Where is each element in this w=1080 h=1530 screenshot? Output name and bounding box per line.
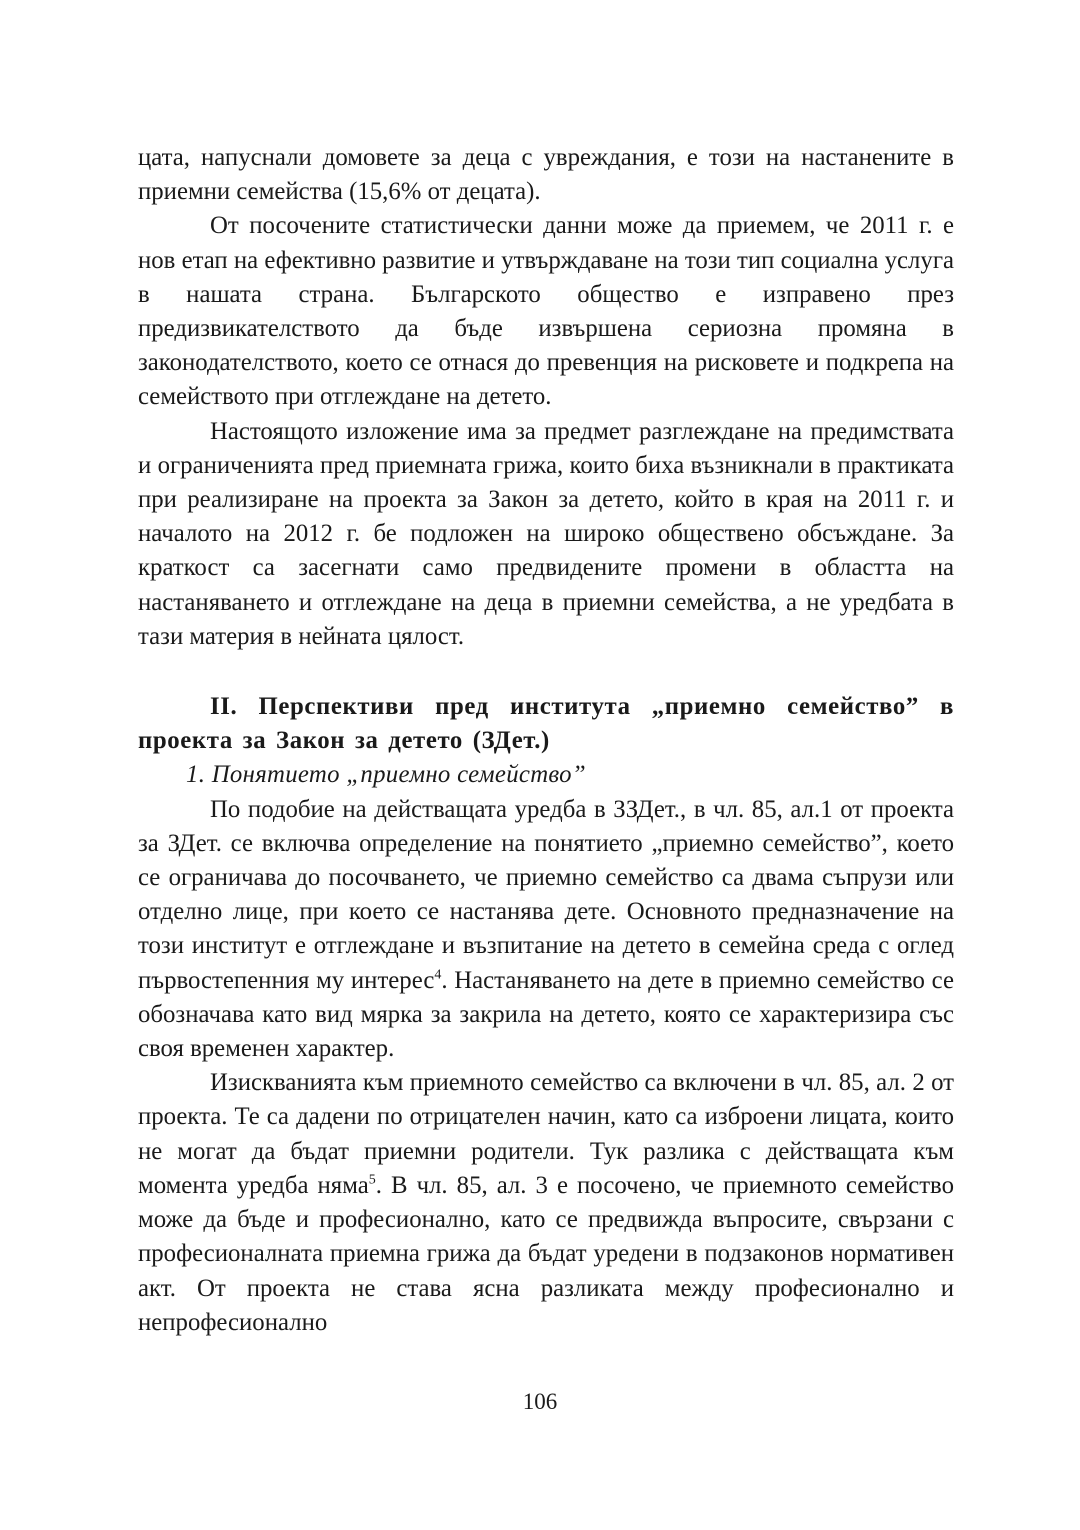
paragraph-continued: цата, напуснали домовете за деца с увреждания, е този на настанените в приемни семейства (15,6% от децата).	[138, 144, 954, 206]
body-text	[138, 141, 954, 1340]
section-heading: II. Перспективи пред института „приемно семейство” в проекта за Закон за детето (ЗДет.)	[138, 693, 954, 755]
paragraph-requirements	[138, 1066, 954, 1340]
paragraph-definition	[138, 793, 954, 1067]
paragraph-definition-text: По подобие на действащата уредба в ЗЗДет., в чл. 85, ал.1 от проекта за ЗДет. се включва определение на понятието „приемно семейство”, което се ограничава до посочването, че приемно семейство са двама съпрузи или отделно лице, при което се настанява дете. Основното предназначение на този институт е отглеждане и възпитание на детето в семейна среда с оглед първостепенния му интерес	[138, 795, 954, 994]
paragraph-definition-text-end: . Настаняването на дете в приемно семейство се обозначава като вид мярка за закрила на детето, която се характеризира със своя временен характер.	[138, 966, 954, 1063]
footnote-marker-4: 4	[434, 967, 442, 983]
footnote-marker-5: 5	[368, 1172, 376, 1188]
paragraph-statistics: От посочените статистически данни може да приемем, че 2011 г. е нов етап на ефективно развитие и утвърждаване на този тип социална услуга в нашата страна. Българското общество е изправено през предизвикателството да бъде извършена сериозна промяна в законодателството, което се отнася до превенция на рисковете и подкрепа на семейството при отглеждане на детето.	[138, 212, 954, 411]
subsection-heading: 1. Понятието „приемно семейство”	[186, 761, 586, 789]
paragraph-subject: Настоящото изложение има за предмет разглеждане на предимствата и ограниченията пред приемната грижа, които биха възникнали в практиката при реализиране на проекта за Закон за детето, който в края на 2011 г. и началото на 2012 г. бе подложен на широко обществено обсъждане. За краткост са засегнати само предвидените промени в областта на настаняването и отглеждане на деца в приемни семейства, а не уредбата в тази материя в нейната цялост.	[138, 417, 954, 650]
page-number: 106	[522, 1389, 558, 1414]
paragraph-requirements-text-end: . В чл. 85, ал. 3 е посочено, че приемното семейство може да бъде и професионално, като се предвижда въпросите, свързани с професионалната приемна грижа да бъдат уредени в подзаконов нормативен акт. От проекта не става ясна разликата между професионално и непрофесионално	[138, 1171, 954, 1336]
paragraph-requirements-text: Изискванията към приемното семейство са включени в чл. 85, ал. 2 от проекта. Те са дадени по отрицателен начин, като са изброени лицата, които не могат да бъдат приемни родители. Тук разлика с действащата към момента уредба няма	[138, 1069, 954, 1199]
